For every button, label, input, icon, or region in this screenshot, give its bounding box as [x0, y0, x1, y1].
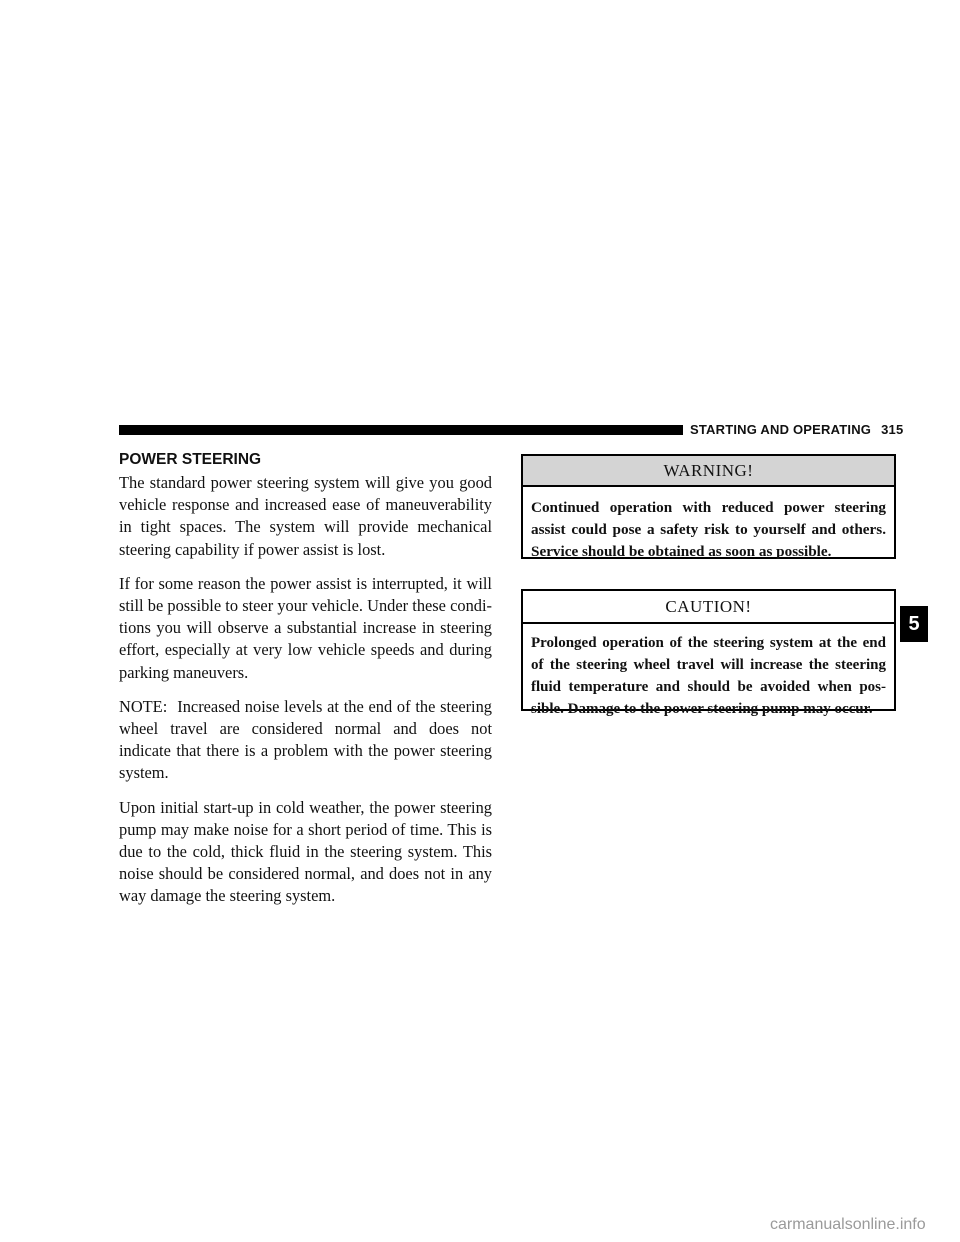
caution-box: [521, 589, 896, 717]
warning-text: Continued operation with reduced power steering assist could pose a safety risk to yourself and others. Service should be obtained as soon as possible.: [531, 499, 886, 560]
section-title: STARTING AND OPERATING: [690, 422, 872, 437]
watermark: carmanualsonline.info: [770, 1216, 926, 1233]
warning-box: [521, 454, 896, 559]
paragraph-cold-weather: Upon initial start-up in cold weather, the power steering pump may make noise for a short period of time. This is due to the cold, thick fluid in the steering system. This noise should be considered normal, and does not in any way damage the steering system.: [119, 797, 492, 906]
paragraph-intro: The standard power steering system will give you good vehicle response and increased ease of maneuverability in tight spaces. The system will provide mechanical steering capability if power assist is lost.: [119, 473, 492, 559]
warning-title: WARNING!: [523, 456, 894, 487]
chapter-tab: 5: [900, 606, 928, 642]
page-number: 315: [881, 422, 904, 437]
running-header: [690, 422, 903, 437]
note-label: NOTE:: [119, 696, 168, 716]
caution-title: CAUTION!: [523, 591, 894, 624]
header-rule: [119, 425, 683, 435]
caution-text: Prolonged operation of the steering system at the end of the steering wheel travel will increase the steering fluid temperature and should be avoided when pos-sible. Damage to the power steering pump may occur.: [531, 635, 886, 717]
note-paragraph: [119, 696, 492, 785]
section-heading: POWER STEERING: [119, 451, 262, 468]
note-text: Increased noise levels at the end of the steering wheel travel are considered normal and does not indicate that there is a problem with the power steering system.: [119, 696, 492, 783]
left-column: [119, 450, 492, 920]
paragraph-assist-interrupted: If for some reason the power assist is interrupted, it will still be possible to steer your vehicle. Under these condi-tions you will observe a substantial increase in steering effort, especially at very low vehicle speeds and during parking maneuvers.: [119, 573, 492, 682]
